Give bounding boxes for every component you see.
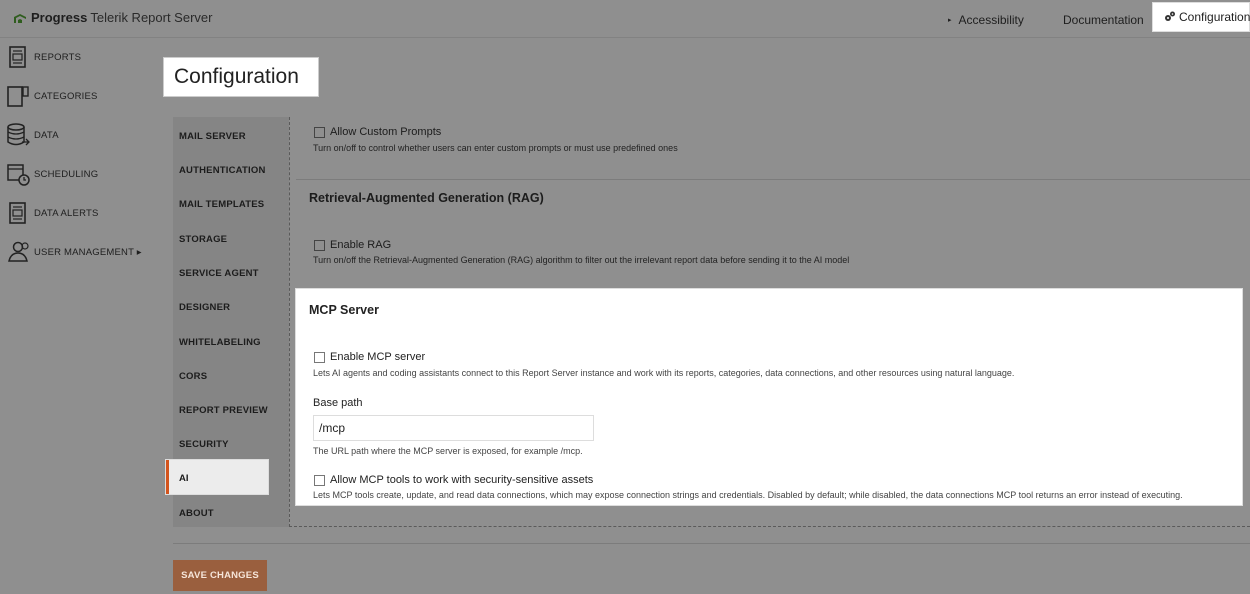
brand-name-bold: Progress bbox=[31, 10, 88, 25]
configuration-link[interactable] bbox=[1153, 3, 1249, 31]
sidebar-item-label: USER MANAGEMENT ▸ bbox=[34, 246, 142, 258]
sidebar-item-label: DATA bbox=[34, 129, 59, 141]
sidebar-item-categories[interactable] bbox=[0, 81, 149, 111]
sidebar-item-user-management[interactable] bbox=[0, 237, 149, 267]
categories-icon bbox=[5, 83, 31, 109]
user-management-icon bbox=[5, 239, 31, 265]
security-sensitive-label[interactable]: Allow MCP tools to work with security-sensitive assets bbox=[330, 474, 594, 486]
enable-rag-description: Turn on/off the Retrieval-Augmented Generation (RAG) algorithm to filter out the irrelevant report data before sending it to the AI model bbox=[313, 255, 850, 265]
sidebar-item-label: SCHEDULING bbox=[34, 168, 99, 180]
data-icon bbox=[5, 122, 31, 148]
security-sensitive-checkbox[interactable] bbox=[314, 475, 325, 486]
tab-storage[interactable]: STORAGE bbox=[179, 234, 228, 245]
base-path-description: The URL path where the MCP server is exposed, for example /mcp. bbox=[313, 446, 583, 456]
enable-mcp-label[interactable]: Enable MCP server bbox=[330, 351, 426, 363]
security-sensitive-description: Lets MCP tools create, update, and read data connections, which may expose connection strings and credentials. Disabled by default; while disabled, the data connections MCP tool returns an error instead of executing. bbox=[313, 490, 1183, 500]
tab-service-agent[interactable]: SERVICE AGENT bbox=[179, 268, 259, 279]
mcp-heading: MCP Server bbox=[309, 303, 379, 317]
enable-mcp-description: Lets AI agents and coding assistants connect to this Report Server instance and work with its reports, categories, data connections, and other resources using natural language. bbox=[313, 368, 1015, 378]
sidebar-item-data[interactable] bbox=[0, 120, 149, 150]
brand-name-light: Telerik Report Server bbox=[90, 10, 213, 25]
tab-report-preview[interactable]: REPORT PREVIEW bbox=[179, 405, 268, 416]
tab-mail-server[interactable]: MAIL SERVER bbox=[179, 131, 246, 142]
tab-authentication[interactable]: AUTHENTICATION bbox=[179, 165, 266, 176]
progress-logo-icon bbox=[12, 11, 28, 25]
tab-ai[interactable] bbox=[166, 460, 268, 494]
custom-prompts-label[interactable]: Allow Custom Prompts bbox=[330, 126, 442, 138]
sidebar-item-label: CATEGORIES bbox=[34, 90, 98, 102]
configuration-label: Configuration bbox=[1179, 10, 1250, 24]
enable-rag-checkbox[interactable] bbox=[314, 240, 325, 251]
configuration-icon bbox=[1164, 10, 1176, 25]
custom-prompts-description: Turn on/off to control whether users can enter custom prompts or must use predefined ones bbox=[313, 143, 678, 153]
sidebar-item-reports[interactable] bbox=[0, 42, 149, 72]
scheduling-icon bbox=[5, 161, 31, 187]
sidebar-item-label: REPORTS bbox=[34, 51, 82, 63]
rag-heading: Retrieval-Augmented Generation (RAG) bbox=[309, 191, 544, 205]
mcp-server-section bbox=[296, 289, 1242, 505]
page-title: Configuration bbox=[164, 58, 318, 96]
sidebar-item-scheduling[interactable] bbox=[0, 159, 149, 189]
tab-about[interactable]: ABOUT bbox=[179, 508, 214, 519]
tab-cors[interactable]: CORS bbox=[179, 371, 208, 382]
tab-security[interactable]: SECURITY bbox=[179, 439, 229, 450]
data-alerts-icon bbox=[5, 200, 31, 226]
base-path-input[interactable] bbox=[313, 415, 594, 441]
tab-mail-templates[interactable]: MAIL TEMPLATES bbox=[179, 199, 265, 210]
base-path-label: Base path bbox=[313, 397, 363, 409]
reports-icon bbox=[5, 44, 31, 70]
accessibility-link[interactable] bbox=[948, 13, 1024, 27]
sidebar bbox=[0, 38, 149, 594]
documentation-link[interactable]: Documentation bbox=[1063, 13, 1144, 27]
tab-whitelabeling[interactable]: WHITELABELING bbox=[179, 337, 261, 348]
sidebar-item-data-alerts[interactable] bbox=[0, 198, 149, 228]
brand-logo[interactable] bbox=[12, 10, 212, 25]
top-header bbox=[0, 0, 1250, 38]
tab-designer[interactable]: DESIGNER bbox=[179, 302, 231, 313]
tab-ai-label: AI bbox=[179, 473, 189, 484]
section-divider bbox=[296, 179, 1250, 180]
enable-rag-label[interactable]: Enable RAG bbox=[330, 239, 392, 251]
custom-prompts-checkbox[interactable] bbox=[314, 127, 325, 138]
footer-divider bbox=[173, 543, 1250, 544]
caret-right-icon: ▸ bbox=[948, 17, 952, 24]
enable-mcp-checkbox[interactable] bbox=[314, 352, 325, 363]
accessibility-label: Accessibility bbox=[958, 13, 1024, 27]
sidebar-item-label: DATA ALERTS bbox=[34, 207, 99, 219]
save-changes-button[interactable]: SAVE CHANGES bbox=[173, 560, 267, 591]
